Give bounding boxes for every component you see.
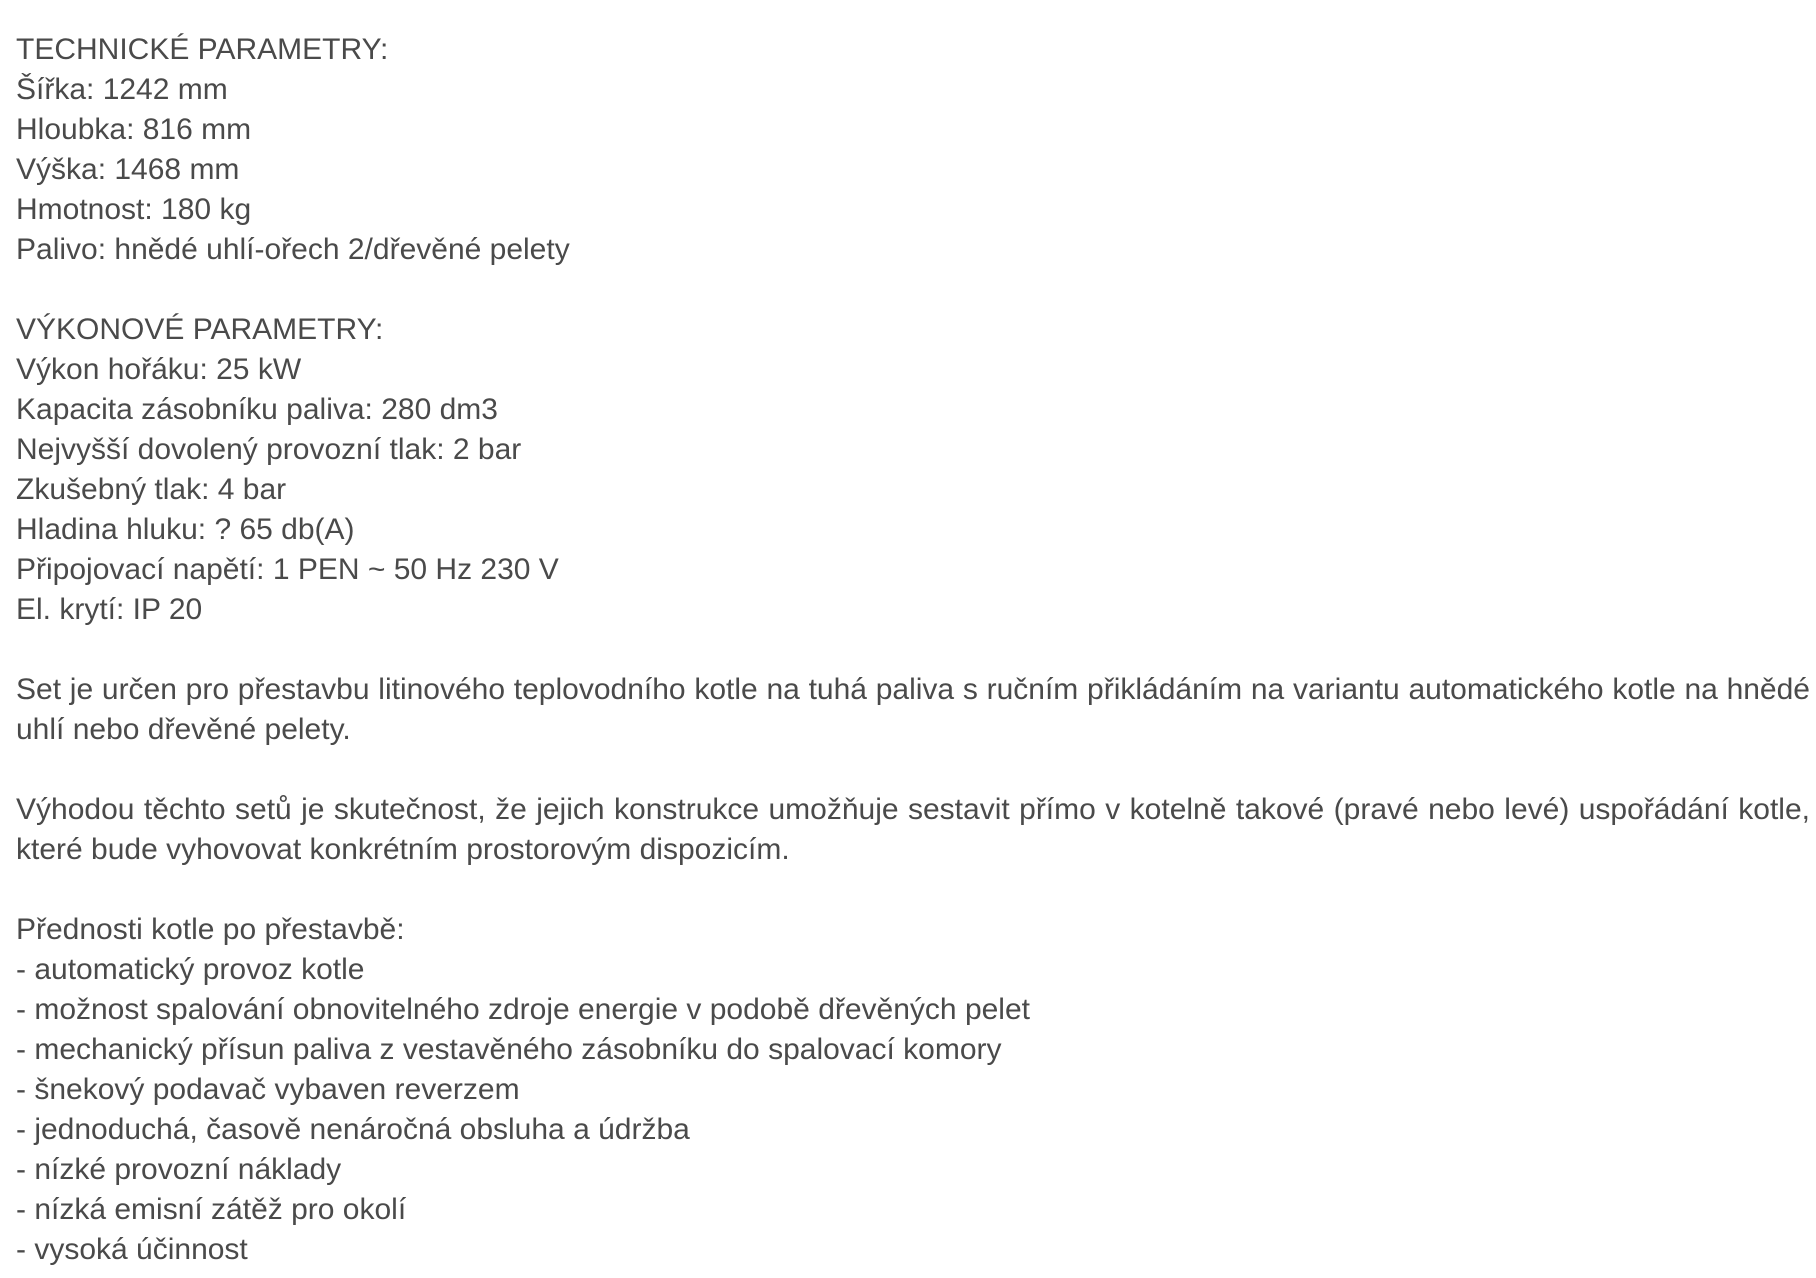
spacer	[16, 270, 1810, 310]
spec-ip-rating: El. krytí: IP 20	[16, 593, 203, 626]
advantages-list	[16, 950, 1810, 1270]
purpose-paragraph: Set je určen pro přestavbu litinového teplovodního kotle na tuhá paliva s ručním přikládáním na variantu automatického kotle na hnědé uhlí nebo dřevěné pelety.	[16, 673, 1810, 746]
list-item: - nízká emisní zátěž pro okolí	[16, 1193, 407, 1226]
spec-fuel-tank-capacity: Kapacita zásobníku paliva: 280 dm3	[16, 393, 498, 426]
spec-fuel: Palivo: hnědé uhlí-ořech 2/dřevěné pelety	[16, 233, 570, 266]
spacer	[16, 750, 1810, 790]
advantage-paragraph: Výhodou těchto setů je skutečnost, že jejich konstrukce umožňuje sestavit přímo v kotelně takové (pravé nebo levé) uspořádání kotle, které bude vyhovovat konkrétním prostorovým dispozicím.	[16, 793, 1810, 866]
list-item: - jednoduchá, časově nenáročná obsluha a údržba	[16, 1113, 690, 1146]
spacer	[16, 870, 1810, 910]
list-item: - šnekový podavač vybaven reverzem	[16, 1073, 520, 1106]
spec-test-pressure: Zkušebný tlak: 4 bar	[16, 473, 287, 506]
advantages-heading: Přednosti kotle po přestavbě:	[16, 913, 405, 946]
spec-weight: Hmotnost: 180 kg	[16, 193, 252, 226]
spec-burner-power: Výkon hořáku: 25 kW	[16, 353, 302, 386]
list-item: - vysoká účinnost	[16, 1233, 248, 1266]
spec-height: Výška: 1468 mm	[16, 153, 240, 186]
spec-max-operating-pressure: Nejvyšší dovolený provozní tlak: 2 bar	[16, 433, 522, 466]
spacer	[16, 630, 1810, 670]
technical-parameters-section	[16, 30, 1810, 270]
list-item: - mechanický přísun paliva z vestavěného zásobníku do spalovací komory	[16, 1033, 1002, 1066]
spec-noise-level: Hladina hluku: ? 65 db(A)	[16, 513, 355, 546]
spec-width: Šířka: 1242 mm	[16, 73, 228, 106]
performance-parameters-heading: VÝKONOVÉ PARAMETRY:	[16, 313, 384, 346]
performance-parameters-section	[16, 310, 1810, 630]
advantages-section	[16, 910, 1810, 1270]
technical-parameters-heading: TECHNICKÉ PARAMETRY:	[16, 33, 389, 66]
list-item: - možnost spalování obnovitelného zdroje energie v podobě dřevěných pelet	[16, 993, 1030, 1026]
spec-supply-voltage: Připojovací napětí: 1 PEN ~ 50 Hz 230 V	[16, 553, 559, 586]
spec-depth: Hloubka: 816 mm	[16, 113, 252, 146]
list-item: - nízké provozní náklady	[16, 1153, 342, 1186]
list-item: - automatický provoz kotle	[16, 953, 365, 986]
